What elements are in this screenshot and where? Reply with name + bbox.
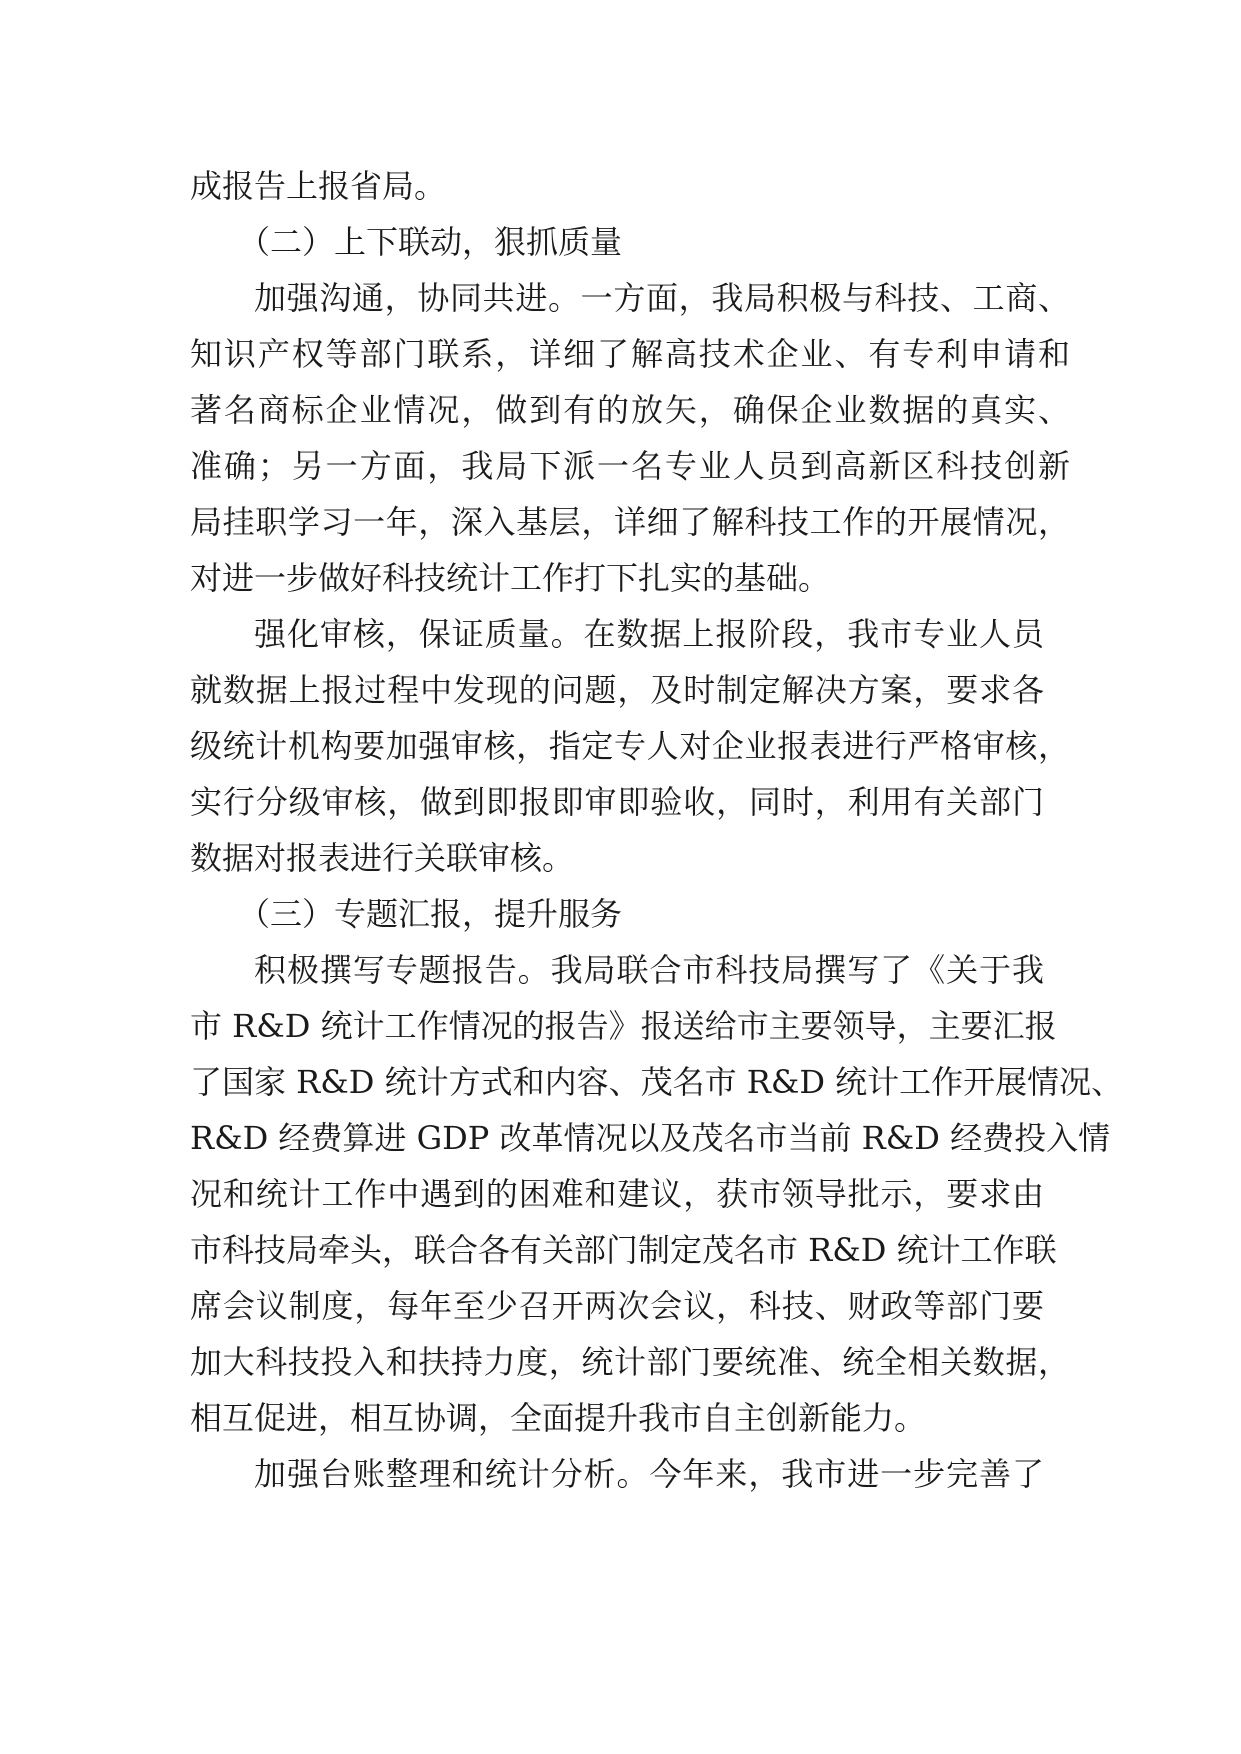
text-line: 级统计机构要加强审核，指定专人对企业报表进行严格审核， bbox=[190, 727, 1070, 765]
text-line: 了国家 R&D 统计方式和内容、茂名市 R&D 统计工作开展情况、 bbox=[190, 1063, 1124, 1101]
text-line: 准确；另一方面，我局下派一名专业人员到高新区科技创新 bbox=[190, 447, 1070, 485]
text-line: 席会议制度，每年至少召开两次会议，科技、财政等部门要 bbox=[190, 1287, 1044, 1325]
text-line: 实行分级审核，做到即报即审即验收，同时，利用有关部门 bbox=[190, 783, 1044, 821]
text-line: 况和统计工作中遇到的困难和建议，获市领导批示，要求由 bbox=[190, 1175, 1044, 1213]
text-line: 积极撰写专题报告。我局联合市科技局撰写了《关于我 bbox=[254, 951, 1044, 989]
text-line: 知识产权等部门联系，详细了解高技术企业、有专利申请和 bbox=[190, 335, 1070, 373]
text-line: 加强沟通，协同共进。一方面，我局积极与科技、工商、 bbox=[254, 279, 1070, 317]
text-line: 强化审核，保证质量。在数据上报阶段，我市专业人员 bbox=[254, 615, 1044, 653]
text-line: 市科技局牵头，联合各有关部门制定茂名市 R&D 统计工作联 bbox=[190, 1231, 1057, 1269]
text-line: R&D 经费算进 GDP 改革情况以及茂名市当前 R&D 经费投入情 bbox=[190, 1119, 1111, 1157]
text-line: 相互促进，相互协调，全面提升我市自主创新能力。 bbox=[190, 1399, 927, 1437]
text-line: 加大科技投入和扶持力度，统计部门要统准、统全相关数据， bbox=[190, 1343, 1070, 1381]
text-line: 局挂职学习一年，深入基层，详细了解科技工作的开展情况， bbox=[190, 503, 1070, 541]
section-heading: （二）上下联动，狠抓质量 bbox=[238, 223, 623, 261]
section-heading: （三）专题汇报，提升服务 bbox=[238, 895, 623, 933]
text-line: 数据对报表进行关联审核。 bbox=[190, 839, 575, 877]
text-line: 加强台账整理和统计分析。今年来，我市进一步完善了 bbox=[254, 1455, 1044, 1493]
text-line: 成报告上报省局。 bbox=[190, 167, 447, 205]
text-line: 就数据上报过程中发现的问题，及时制定解决方案，要求各 bbox=[190, 671, 1044, 709]
text-line: 对进一步做好科技统计工作打下扎实的基础。 bbox=[190, 559, 831, 597]
text-line: 市 R&D 统计工作情况的报告》报送给市主要领导，主要汇报 bbox=[190, 1007, 1057, 1045]
text-line: 著名商标企业情况，做到有的放矢，确保企业数据的真实、 bbox=[190, 391, 1070, 429]
